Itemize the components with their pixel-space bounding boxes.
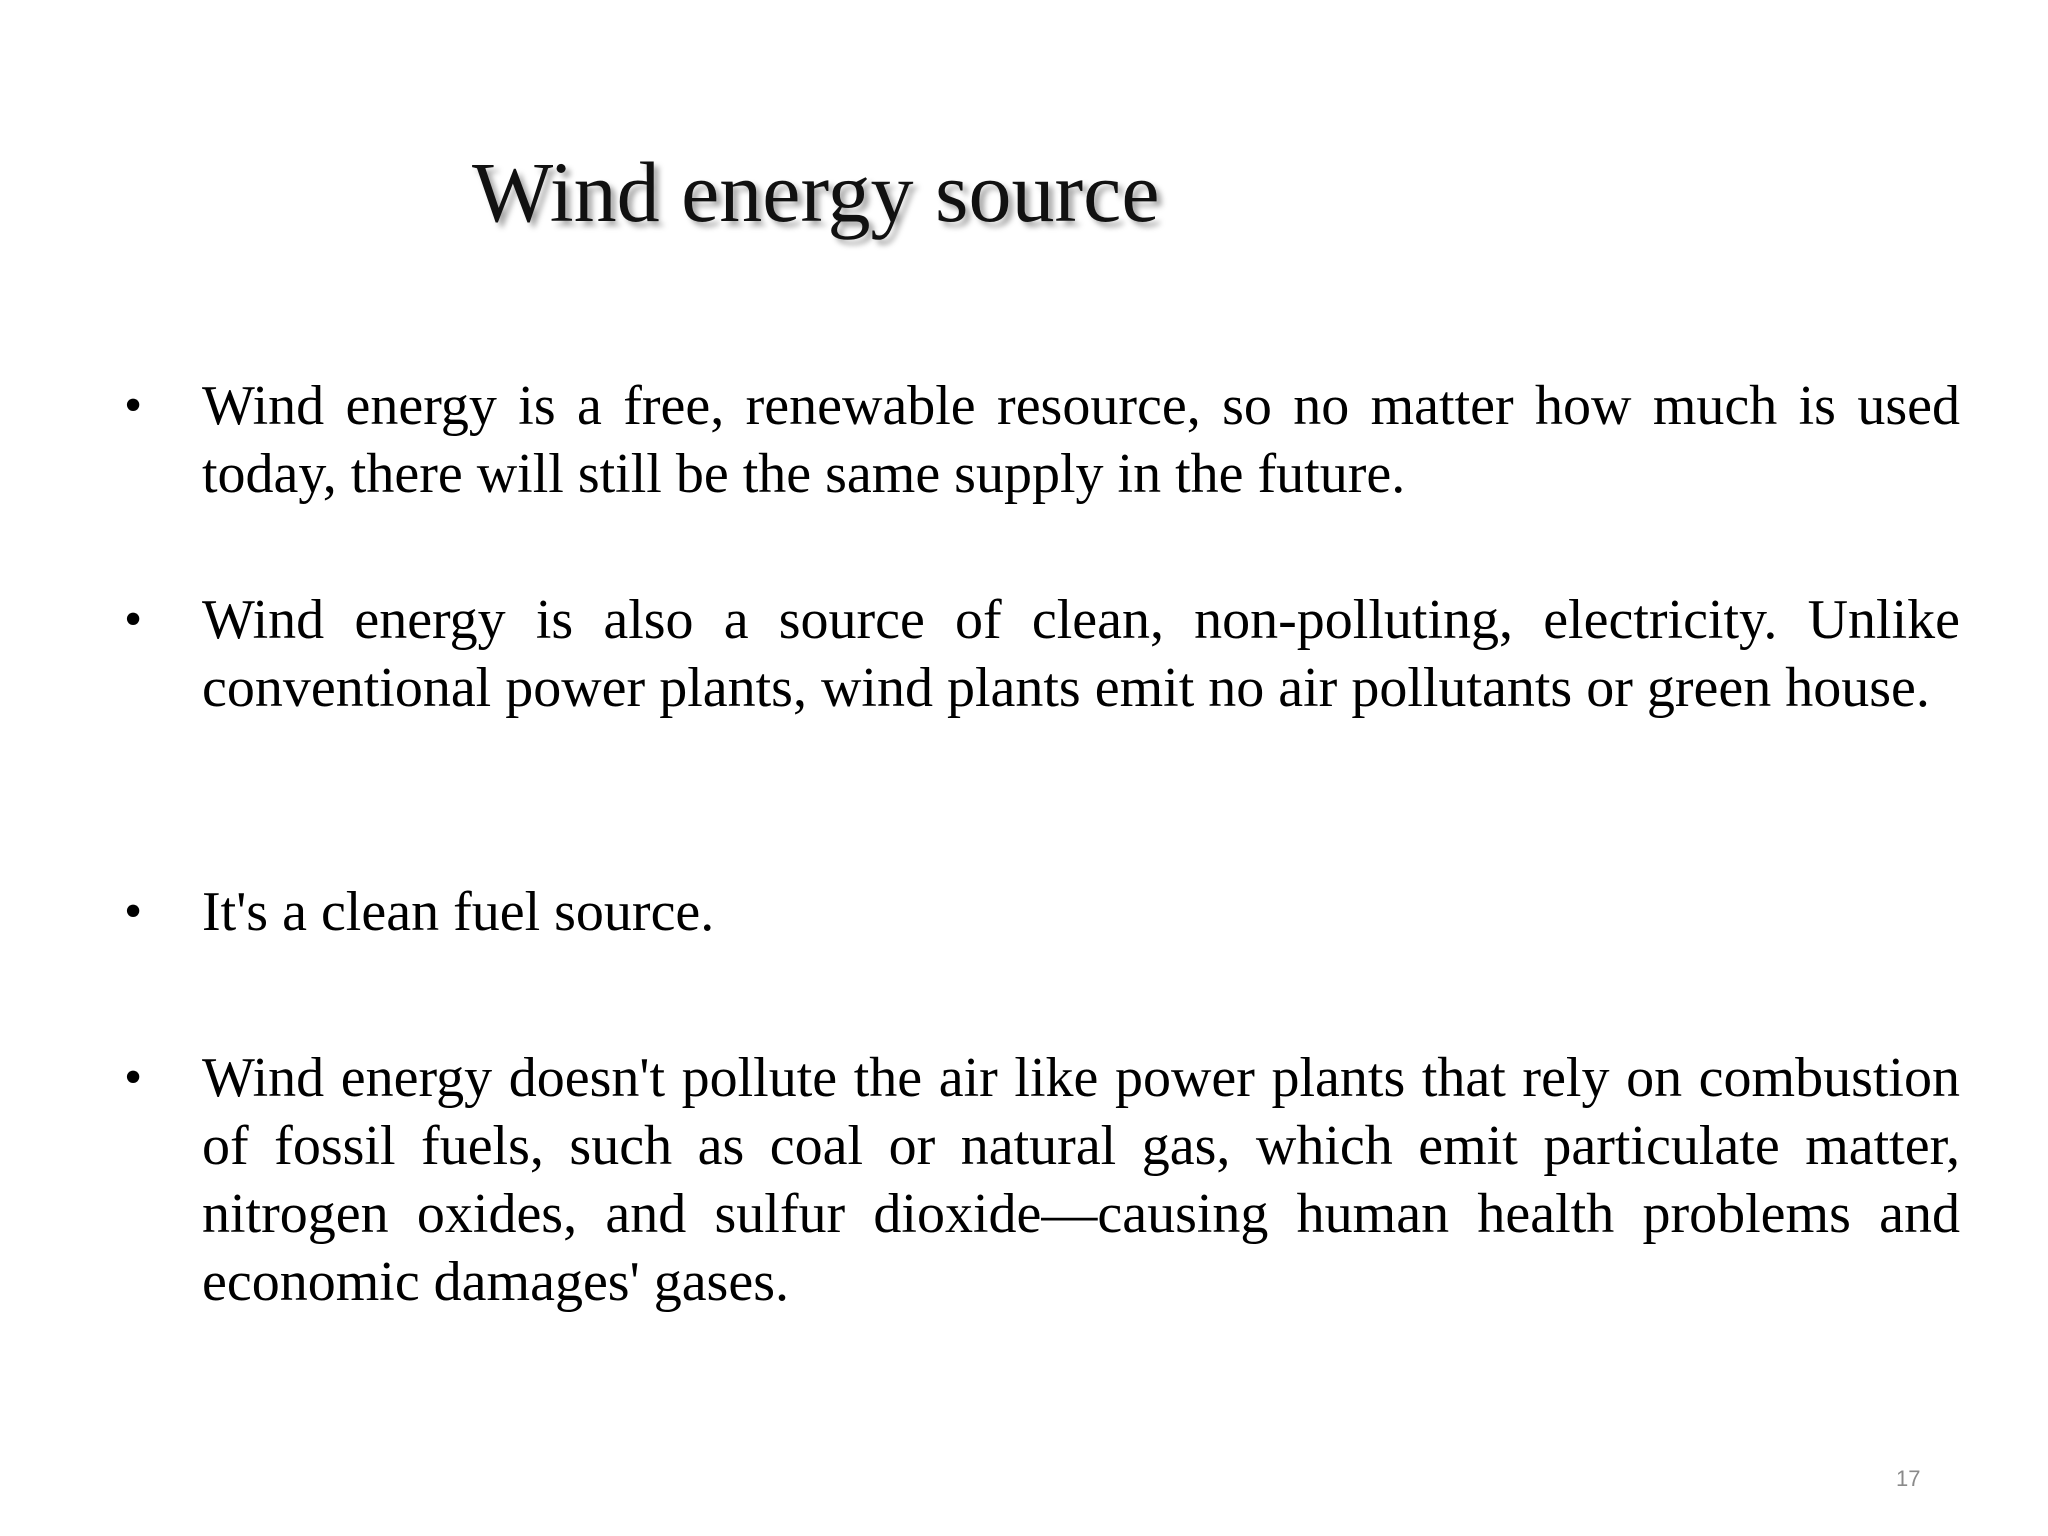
bullet-text: It's a clean fuel source.	[202, 881, 715, 943]
page-number: 17	[1896, 1466, 1921, 1491]
bullet-marker-icon: •	[124, 1049, 143, 1106]
bullet-text: Wind energy is a free, renewable resource, so no matter how much is used today, there will still be the same supply in the future.	[202, 375, 1960, 505]
slide-title: Wind energy source	[472, 144, 1160, 240]
bullet-text: Wind energy doesn't pollute the air like power plants that rely on combustion of fossil fuels, such as coal or natural gas, which emit particulate matter, nitrogen oxides, and sulfur dioxide—causing human health problems and economic damages' gases.	[202, 1047, 1960, 1313]
bullet-text: Wind energy is also a source of clean, non-polluting, electricity. Unlike conventional power plants, wind plants emit no air pollutants or green house.	[202, 589, 1960, 719]
bullet-marker-icon: •	[124, 883, 143, 940]
bullet-marker-icon: •	[124, 377, 143, 434]
bullet-marker-icon: •	[124, 591, 143, 648]
